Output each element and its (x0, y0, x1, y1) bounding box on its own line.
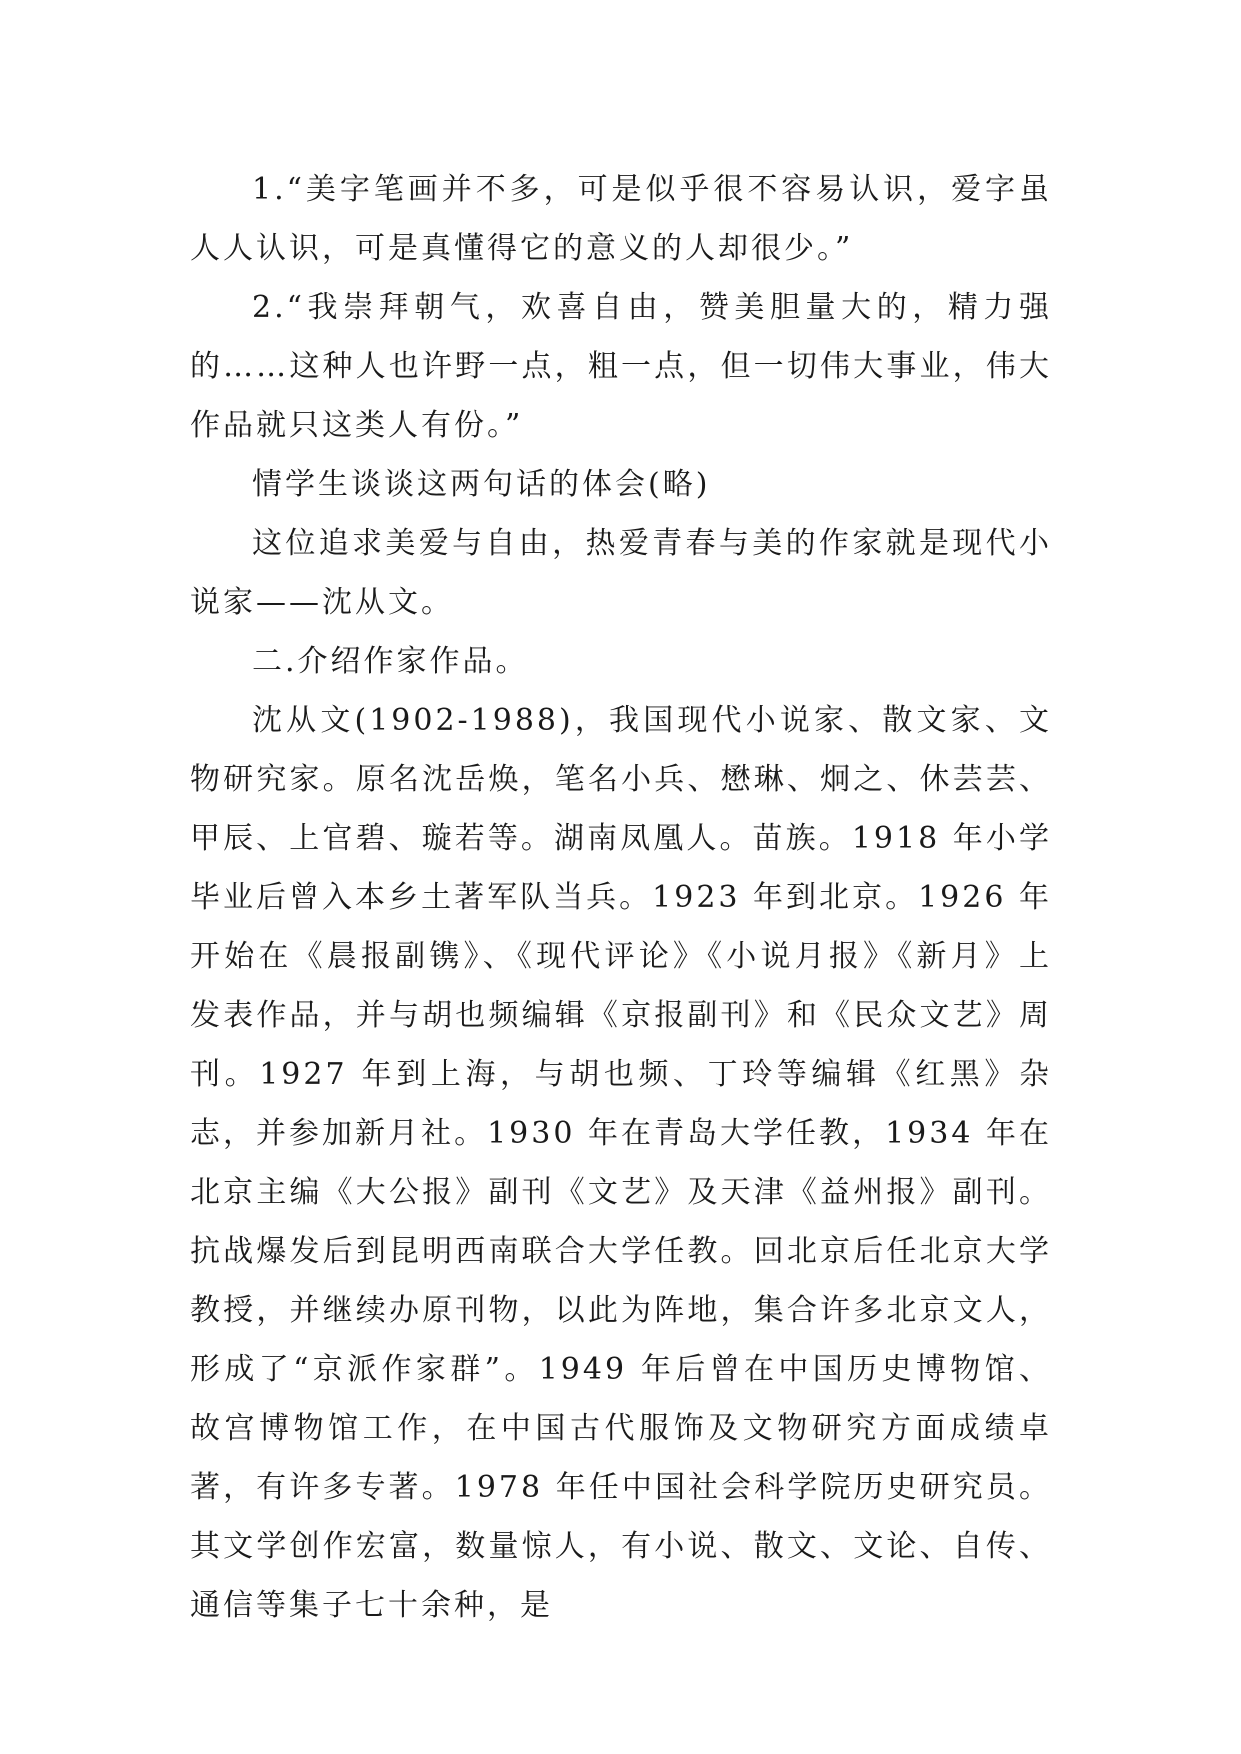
paragraph-author-intro: 这位追求美爱与自由，热爱青春与美的作家就是现代小说家——沈从文。 (190, 526, 1052, 620)
document-page (190, 160, 1052, 1635)
section-heading: 二.介绍作家作品。 (252, 644, 529, 679)
paragraph-discussion: 情学生谈谈这两句话的体会(略) (252, 467, 711, 502)
paragraph-quote-1: 1.“美字笔画并不多，可是似乎很不容易认识，爱字虽人人认识，可是真懂得它的意义的人却很少。” (190, 172, 1052, 266)
paragraph-quote-2: 2.“我崇拜朝气，欢喜自由，赞美胆量大的，精力强的……这种人也许野一点，粗一点，但一切伟大事业，伟大作品就只这类人有份。” (190, 290, 1052, 443)
paragraph-biography: 沈从文(1902-1988)，我国现代小说家、散文家、文物研究家。原名沈岳焕，笔名小兵、懋琳、炯之、休芸芸、甲辰、上官碧、璇若等。湖南凤凰人。苗族。1918 年小学毕业后曾入本乡土著军队当兵。1923 年到北京。1926 年开始在《晨报副镌》、《现代评论》《小说月报》《新月》上发表作品，并与胡也频编辑《京报副刊》和《民众文艺》周刊。1927 年到上海，与胡也频、丁玲等编辑《红黑》杂志，并参加新月社。1930 年在青岛大学任教，1934 年在北京主编《大公报》副刊《文艺》及天津《益州报》副刊。抗战爆发后到昆明西南联合大学任教。回北京后任北京大学教授，并继续办原刊物，以此为阵地，集合许多北京文人，形成了“京派作家群”。1949 年后曾在中国历史博物馆、故宫博物馆工作，在中国古代服饰及文物研究方面成绩卓著，有许多专著。1978 年任中国社会科学院历史研究员。其文学创作宏富，数量惊人，有小说、散文、文论、自传、通信等集子七十余种，是 (190, 703, 1052, 1623)
